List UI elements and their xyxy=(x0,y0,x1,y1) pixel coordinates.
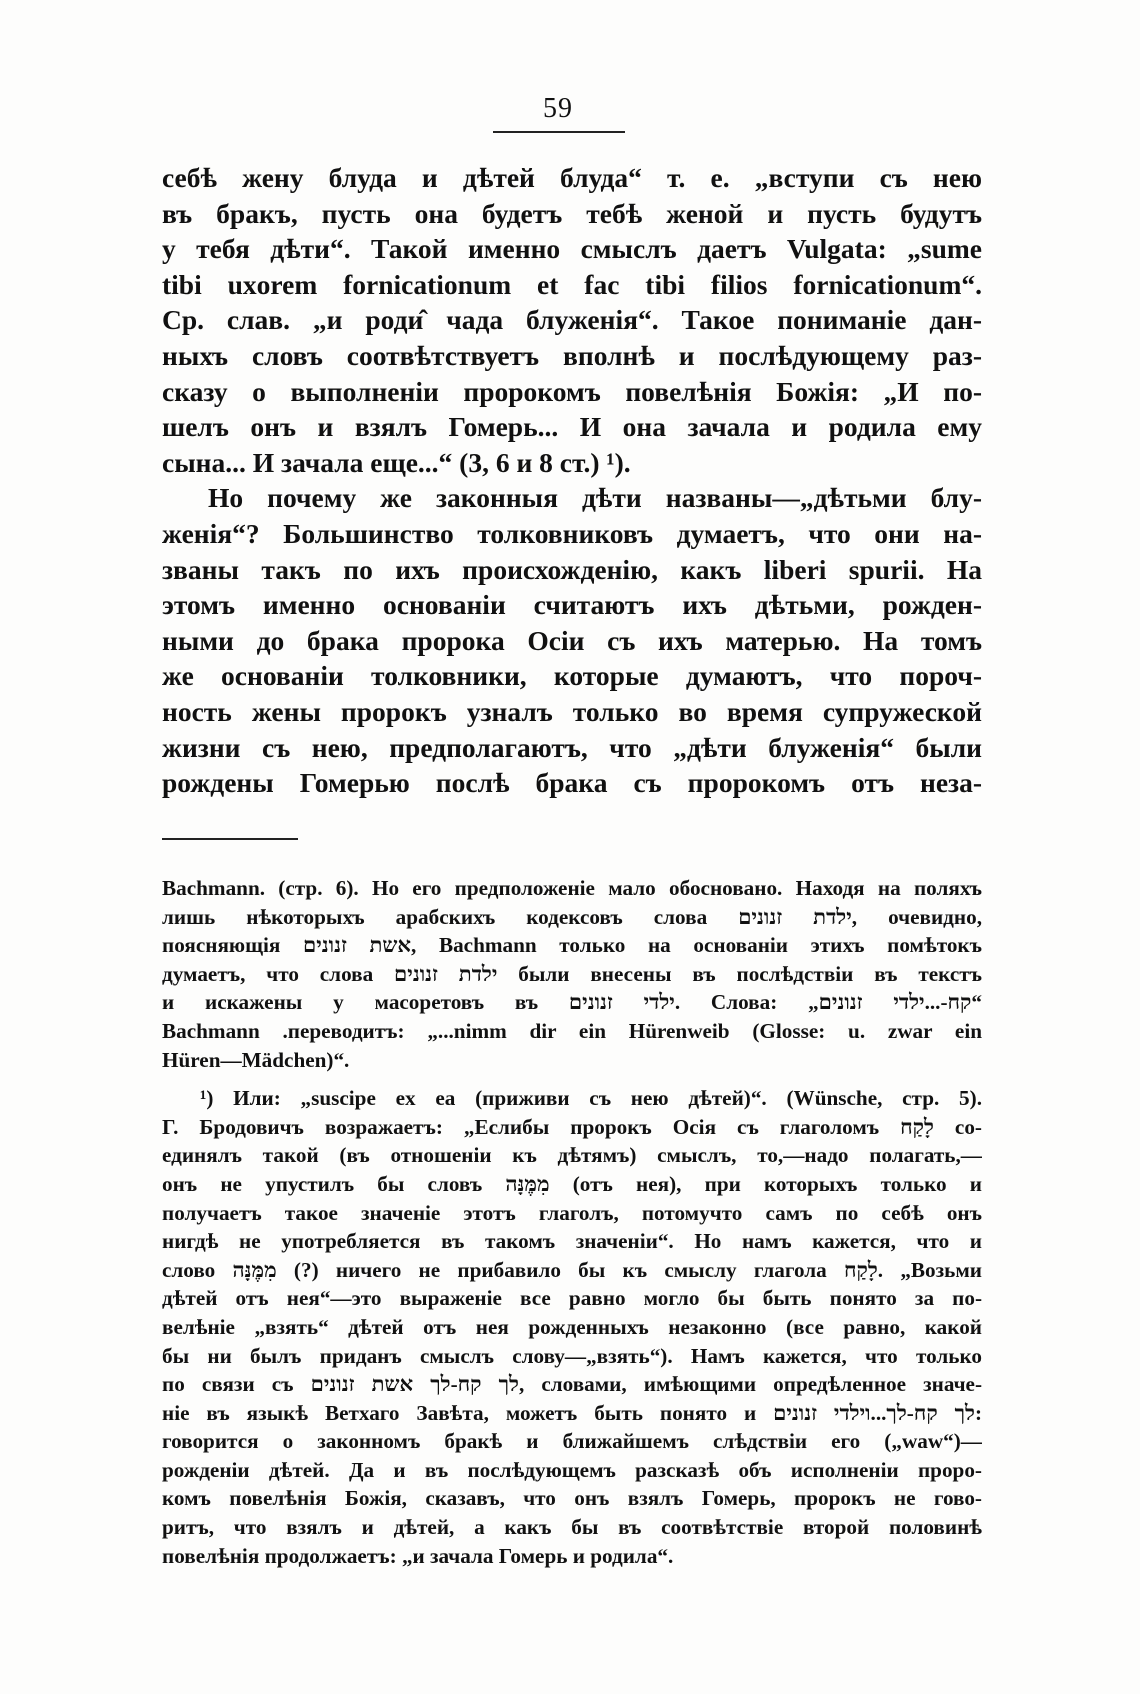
footnote-1-line: дѣтей отъ нея“—это выраженіе все равно могло бы быть понято за по- xyxy=(162,1286,982,1311)
main-text-line: женія“? Большинство толковниковъ думаетъ, что они на- xyxy=(162,517,982,549)
footnotes xyxy=(162,874,982,1570)
header-rule xyxy=(493,131,625,133)
footnote-continuation-line: Bachmann .переводитъ: „...nimm dir ein Hürenweib (Glosse: u. zwar ein xyxy=(162,1018,982,1043)
main-text-line: званы такъ по ихъ происхожденію, какъ liberi spurii. На xyxy=(162,553,982,585)
main-text-line: tibi uxorem fornicationum et fac tibi filios fornicationum“. xyxy=(162,268,982,300)
main-text-line: сказу о выполненіи пророкомъ повелѣнія Божія: „И по- xyxy=(162,375,982,407)
footnote-1-line: слово מִמֶּנָּה (?) ничего не прибавило бы къ смыслу глагола לָקַח. „Возьми xyxy=(162,1257,982,1282)
footnote-1-line: Г. Бродовичъ возражаетъ: „Еслибы пророкъ Осія съ глаголомъ לָקַח со- xyxy=(162,1114,982,1139)
main-text-line: ныхъ словъ соотвѣтствуетъ вполнѣ и послѣдующему раз- xyxy=(162,339,982,371)
footnote-1-line: получаетъ такое значеніе этотъ глаголъ, потомучто самъ по себѣ онъ xyxy=(162,1200,982,1225)
footnote-1-line: ритъ, что взялъ и дѣтей, а какъ бы въ соотвѣтствіе второй половинѣ xyxy=(162,1515,982,1540)
footnote-1-line: ¹) Или: „suscipe ex ea (приживи съ нею дѣтей)“. (Wünsche, стр. 5). xyxy=(200,1086,982,1111)
footnote-1-line: комъ повелѣнія Божія, сказавъ, что онъ взялъ Гомерь, пророкъ не гово- xyxy=(162,1486,982,1511)
footnote-1-line: рожденіи дѣтей. Да и въ послѣдующемъ разсказѣ объ исполненіи проро- xyxy=(162,1457,982,1482)
footnote-continuation-line: думаетъ, что слова ילדת זנונים были внесены въ послѣдствіи въ текстъ xyxy=(162,961,982,986)
main-text-line: Ср. слав. „и роди̂ чада блуженія“. Такое пониманіе дан- xyxy=(162,304,982,336)
main-text xyxy=(162,160,982,801)
footnote-1-line: ніе въ языкѣ Ветхаго Завѣта, можетъ быть понято и לך קח-לך...וילדי זנונים: xyxy=(162,1400,982,1425)
main-text-line: ными до брака пророка Осіи съ ихъ матерью. На томъ xyxy=(162,624,982,656)
page-number: 59 xyxy=(543,93,573,124)
main-text-line: въ бракъ, пусть она будетъ тебѣ женой и пусть будутъ xyxy=(162,197,982,229)
footnote-1-line: нигдѣ не употребляется въ такомъ значеніи“. Но намъ кажется, что и xyxy=(162,1229,982,1254)
main-text-line: ность жены пророкъ узналъ только во время супружеской xyxy=(162,695,982,727)
main-text-line: Но почему же законныя дѣти названы—„дѣтьми блу- xyxy=(208,482,982,514)
footnote-continuation-line: поясняющія אשת זנונים, Bachmann только на основаніи этихъ помѣтокъ xyxy=(162,933,982,958)
main-text-line: рождены Гомерью послѣ брака съ пророкомъ отъ неза- xyxy=(162,767,982,799)
footnote-continuation-line: и искажены у масоретовъ въ ילדי זנונים. Слова: „קח-...ילדי זנונים“ xyxy=(162,990,982,1015)
main-text-line: у тебя дѣти“. Такой именно смыслъ даетъ Vulgata: „sume xyxy=(162,233,982,265)
footnote-continuation-line: лишь нѣкоторыхъ арабскихъ кодексовъ слова ילדת זנונים, очевидно, xyxy=(162,904,982,929)
footnote-1-line: онъ не упустилъ бы словъ מִמֶּנָּה (отъ нея), при которыхъ только и xyxy=(162,1171,982,1196)
footnote-separator xyxy=(162,838,298,840)
footnote-1-line: говорится о законномъ бракѣ и ближайшемъ слѣдствіи его („waw“)— xyxy=(162,1429,982,1454)
footnote-1-line: единялъ такой (въ отношеніи къ дѣтямъ) смыслъ, то,—надо полагать,— xyxy=(162,1143,982,1168)
main-text-line: же основаніи толковники, которые думаютъ, что пороч- xyxy=(162,660,982,692)
footnote-gap xyxy=(162,1074,982,1084)
footnote-continuation-line: Hüren—Mädchen)“. xyxy=(162,1047,350,1072)
footnote-1-line: велѣніе „взять“ дѣтей отъ нея рожденныхъ незаконно (все равно, какой xyxy=(162,1314,982,1339)
main-text-line: жизни съ нею, предполагаютъ, что „дѣти блуженія“ были xyxy=(162,731,982,763)
main-text-line: этомъ именно основаніи считаютъ ихъ дѣтьми, рожден- xyxy=(162,589,982,621)
footnote-continuation-line: Bachmann. (стр. 6). Но его предположеніе мало обосновано. Находя на поляхъ xyxy=(162,876,982,900)
main-text-line: сына... И зачала еще...“ (3, 6 и 8 ст.) ¹). xyxy=(162,446,631,478)
main-text-line: шелъ онъ и взялъ Гомерь... И она зачала и родила ему xyxy=(162,411,982,443)
main-text-line: себѣ жену блуда и дѣтей блуда“ т. е. „вступи съ нею xyxy=(162,162,982,193)
footnote-1-line: повелѣнія продолжаетъ: „и зачала Гомерь и родила“. xyxy=(162,1543,674,1568)
footnote-1-line: бы ни былъ приданъ смыслъ слову—„взять“). Намъ кажется, что только xyxy=(162,1343,982,1368)
footnote-1-line: по связи съ לך קח-לך אשת זנונים, словами, имѣющими опредѣленное значе- xyxy=(162,1372,982,1397)
